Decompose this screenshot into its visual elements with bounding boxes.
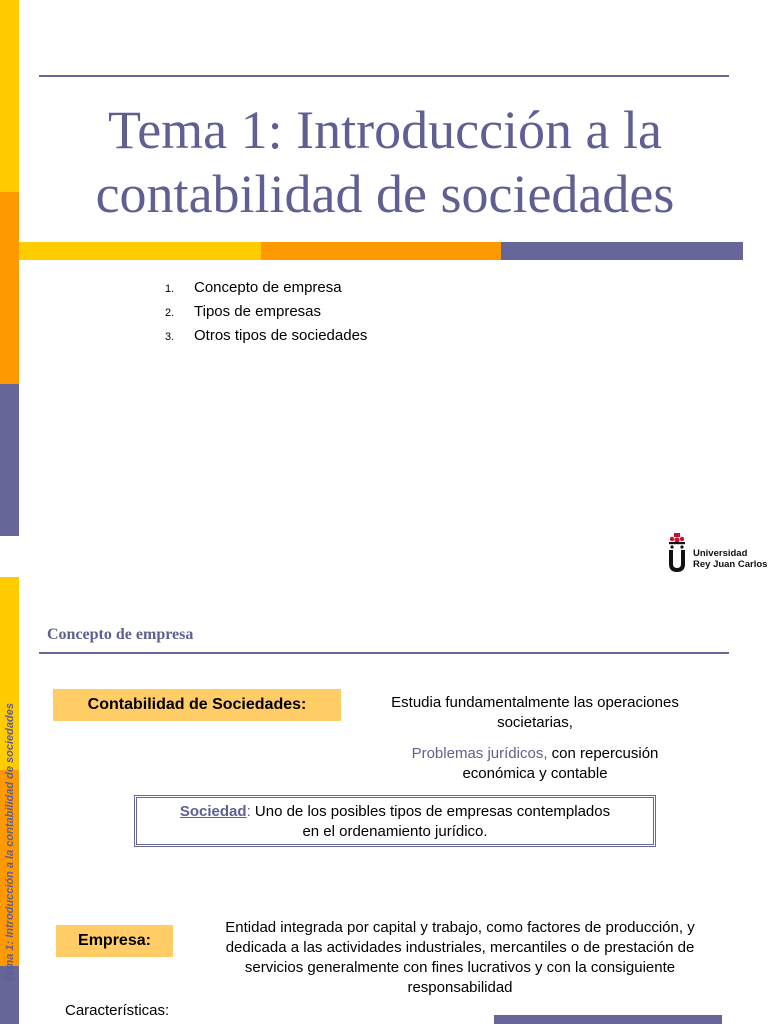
slide-title-line1: Tema 1: Introducción a la: [107, 100, 662, 160]
urjc-logo-icon: [667, 533, 687, 573]
university-logo: [667, 533, 768, 573]
toc-label: Otros tipos de sociedades: [194, 327, 368, 344]
side-stripe-orange: [0, 192, 19, 384]
sociedad-definition: Uno de los posibles tipos de empresas contemplados: [250, 803, 611, 820]
toc-item: [165, 327, 565, 351]
estudia-line2: societarias,: [497, 714, 573, 731]
vertical-slide-label: Tema 1: Introducción a la contabilidad de sociedades: [4, 703, 16, 982]
empresa-definition-line: Entidad integrada por capital y trabajo, como factores de producción, y: [225, 919, 695, 936]
cropped-purple-box: [494, 1015, 722, 1024]
empresa-definition-line: dedicada a las actividades industriales, mercantiles o de prestación de: [225, 939, 695, 956]
section-title: Concepto de empresa: [47, 626, 194, 643]
estudia-text: [350, 693, 720, 733]
table-of-contents: [165, 279, 565, 351]
contabilidad-sociedades-label: Contabilidad de Sociedades:: [53, 689, 341, 721]
estudia-line1: Estudia fundamentalmente las operaciones: [391, 694, 679, 711]
side-stripe-purple: [0, 384, 19, 536]
toc-number: 2.: [165, 307, 175, 319]
title-bar-yellow: [19, 242, 261, 260]
sociedad-line1: [137, 802, 653, 822]
empresa-definition-line: servicios generalmente con fines lucrativos y con la consiguiente: [244, 959, 676, 976]
problemas-text: [350, 744, 720, 784]
problemas-line2: económica y contable: [462, 765, 608, 782]
empresa-definition: [187, 918, 733, 998]
side-stripe-yellow: [0, 0, 19, 192]
logo-wordmark: [693, 548, 767, 570]
toc-number: 3.: [165, 331, 175, 343]
toc-number: 1.: [165, 283, 175, 295]
title-bar-orange: [261, 242, 501, 260]
title-top-rule: [39, 75, 729, 77]
sociedad-colon: :: [246, 803, 251, 820]
problemas-rest: con repercusión: [547, 745, 659, 762]
section-title-rule: [39, 652, 729, 654]
toc-item: [165, 303, 565, 327]
slide-title-line2: contabilidad de sociedades: [95, 164, 675, 224]
toc-label: Tipos de empresas: [194, 303, 322, 320]
toc-item: [165, 279, 565, 303]
sociedad-term: Sociedad: [179, 803, 247, 820]
caracteristicas-heading: Características:: [65, 1002, 170, 1019]
slide-title: [30, 98, 740, 226]
logo-line1: Universidad: [693, 548, 748, 559]
title-bar-purple: [501, 242, 743, 260]
empresa-label: Empresa:: [56, 925, 173, 957]
sociedad-definition-box: [134, 795, 656, 847]
problemas-line1: [350, 744, 720, 764]
sociedad-line2: en el ordenamiento jurídico.: [302, 823, 488, 840]
logo-line2: Rey Juan Carlos: [693, 559, 768, 570]
toc-label: Concepto de empresa: [194, 279, 342, 296]
empresa-definition-line: responsabilidad: [407, 979, 513, 996]
problemas-accent: Problemas jurídicos,: [411, 745, 548, 762]
